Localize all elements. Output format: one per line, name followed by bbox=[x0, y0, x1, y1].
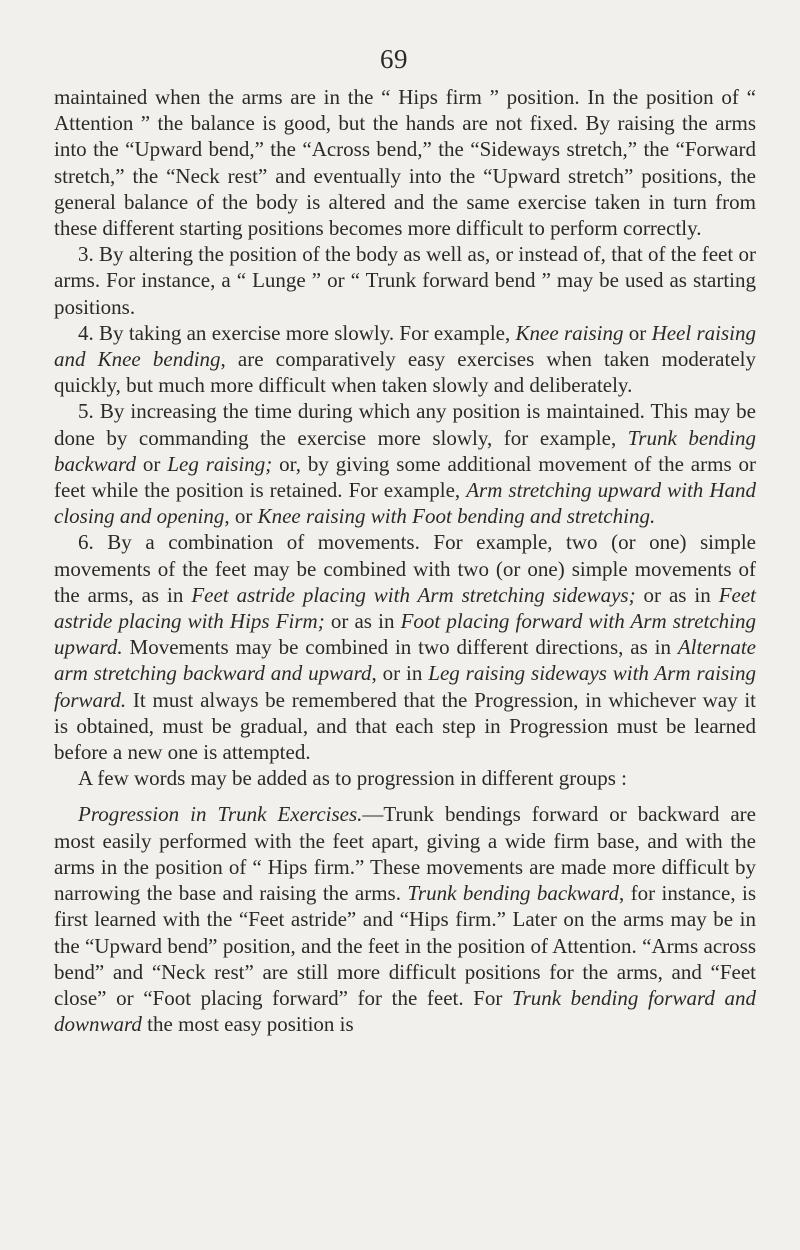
page-number: 69 bbox=[380, 44, 408, 74]
text-run: or as in bbox=[635, 582, 719, 607]
paragraph-point-6 bbox=[54, 529, 756, 765]
italic-run: Foot placing forward with Arm stretching upward. bbox=[54, 609, 757, 660]
text-run: A few words may be added as to progression in different groups : bbox=[78, 766, 627, 791]
text-run: or as in bbox=[324, 609, 401, 634]
text-run: It must always be remembered that the Progression, in whichever way it is obtained, must be gradual, and that each step in Progression must be learned before a new one is attempted. bbox=[54, 687, 756, 765]
italic-run: Trunk bending backward bbox=[407, 881, 619, 906]
text-run: 4. By taking an exercise more slowly. For example, bbox=[78, 320, 516, 345]
italic-run: Arm stretching upward with Hand closing and opening bbox=[54, 478, 756, 529]
paragraph-point-5 bbox=[54, 398, 756, 529]
italic-run: Trunk bending backward bbox=[54, 425, 756, 476]
paragraph-point-4 bbox=[54, 320, 756, 399]
paragraph-continuation bbox=[54, 84, 756, 241]
italic-run: Leg raising sideways with Arm raising forward. bbox=[54, 661, 756, 712]
italic-run: Feet astride placing with Hips Firm; bbox=[54, 582, 757, 634]
text-run: Movements may be combined in two different directions, as in bbox=[122, 635, 678, 660]
paragraph-point-3 bbox=[54, 241, 756, 320]
text-run: —Trunk bendings forward or backward are most easily performed with the feet apart, giving a wide firm base, and with the arms in the position of “ Hips firm.” These movements are made more difficult by narrowing the base and raising the arms. bbox=[54, 802, 756, 906]
italic-run: Knee raising bbox=[515, 320, 624, 345]
text-run: or, by giving some additional movement of the arms or feet while the position is retained. For example, bbox=[54, 451, 756, 503]
text-run: maintained when the arms are in the “ Hips firm ” position. In the position of “ Attention ” the balance is good, but the hands are not fixed. By raising the arms into the “Upward bend,” the “Across bend,” the “Sideways stretch,” the “Forward stretch,” the “Neck rest” and eventually into the “Upward stretch” positions, the general balance of the body is altered and the same exercise taken in turn from these different starting positions becomes more difficult to perform correctly. bbox=[54, 85, 756, 241]
italic-run: Knee raising with Foot bending and stretching. bbox=[257, 504, 656, 529]
text-run: or bbox=[136, 451, 168, 476]
text-run: 3. By altering the position of the body as well as, or instead of, that of the feet or arms. For instance, a “ Lunge ” or “ Trunk forward bend ” may be used as starting positions. bbox=[54, 242, 756, 319]
italic-run: Leg raising; bbox=[167, 451, 273, 476]
body-text bbox=[54, 84, 756, 1037]
italic-run: Progression in Trunk Exercises. bbox=[78, 802, 363, 827]
paragraph-trunk-progression bbox=[54, 801, 756, 1037]
italic-run: Alternate arm stretching backward and upward bbox=[54, 635, 756, 686]
text-run: 6. By a combination of movements. For example, two (or one) simple movements of the feet may be combined with two (or one) simple movements of the arms, as in bbox=[54, 530, 756, 607]
italic-run: Heel raising and Knee bending bbox=[54, 320, 757, 372]
text-run: , are comparatively easy exercises when taken moderately quickly, but much more difficult when taken slowly and deliberately. bbox=[54, 347, 756, 398]
paragraph-groups-intro bbox=[54, 765, 756, 791]
text-run: , or in bbox=[371, 661, 429, 686]
text-run: or bbox=[623, 320, 652, 345]
text-run: the most easy position is bbox=[141, 1012, 354, 1037]
italic-run: Trunk bending forward and downward bbox=[54, 985, 756, 1037]
text-run: 5. By increasing the time during which any position is maintained. This may be done by commanding the exercise more slowly, for example, bbox=[54, 399, 756, 450]
italic-run: Feet astride placing with Arm stretching sideways; bbox=[191, 582, 636, 607]
text-run: , or bbox=[224, 504, 258, 529]
text-run: , for instance, is first learned with the “Feet astride” and “Hips firm.” Later on the arms may be in the “Upward bend” position, and the feet in the position of Attention. “Arms across bend” and “Neck rest” are still more difficult positions for the arms, and “Feet close” or “Foot placing forward” for the feet. For bbox=[54, 881, 757, 1010]
